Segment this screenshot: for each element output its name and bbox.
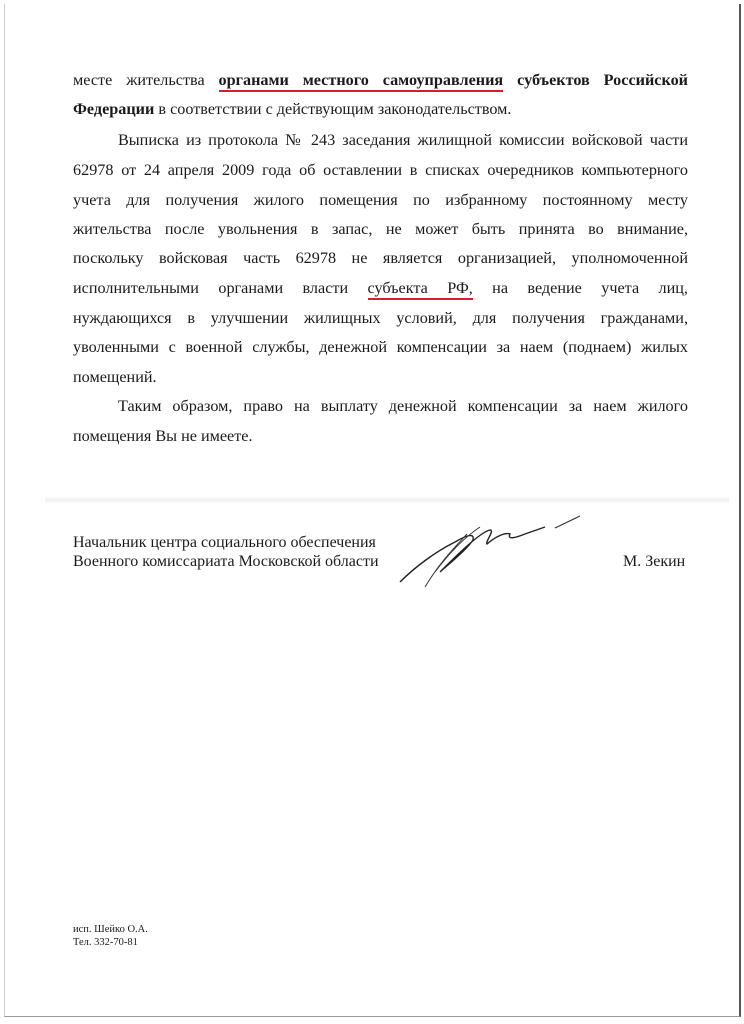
text-line: помещения Вы не имеете. xyxy=(73,427,253,445)
text-line: Таким образом, право на выплату денежной компенсации за наем жилого xyxy=(118,397,688,415)
document-page xyxy=(4,4,741,1017)
paper-fold xyxy=(45,496,729,504)
text-line: жительства после увольнения в запас, не может быть принята во внимание, xyxy=(73,220,688,238)
text-line: месте жительства органами местного самоуправления субъектов Российской xyxy=(73,70,688,90)
signatory-name: М. Зекин xyxy=(623,553,686,570)
phone: Тел. 332-70-81 xyxy=(73,937,138,948)
signatory-position-line2: Военного комиссариата Московской области xyxy=(73,553,379,570)
signatory-position-line1: Начальник центра социального обеспечения xyxy=(73,534,376,551)
underlined-phrase: органами местного самоуправления xyxy=(219,71,504,92)
handwritten-signature xyxy=(395,512,595,592)
underlined-phrase: субъекта РФ, xyxy=(368,279,473,300)
text-line: уволенными с военной службы, денежной компенсации за наем (поднаем) жилых xyxy=(73,338,688,356)
text-line: Федерации в соответствии с действующим законодательством. xyxy=(73,100,512,118)
text-line: 62978 от 24 апреля 2009 года об оставлении в списках очередников компьютерного xyxy=(73,161,688,179)
executor: исп. Шейко О.А. xyxy=(73,924,148,935)
text-line: Выписка из протокола № 243 заседания жилищной комиссии войсковой части xyxy=(118,131,688,149)
text-line: поскольку войсковая часть 62978 не является организацией, уполномоченной xyxy=(73,249,688,267)
text-line: нуждающихся в улучшении жилищных условий, для получения гражданами, xyxy=(73,309,688,327)
text-line: учета для получения жилого помещения по избранному постоянному месту xyxy=(73,191,688,209)
text-line: исполнительными органами власти субъекта РФ, на ведение учета лиц, xyxy=(73,278,688,298)
text-line: помещений. xyxy=(73,368,157,386)
